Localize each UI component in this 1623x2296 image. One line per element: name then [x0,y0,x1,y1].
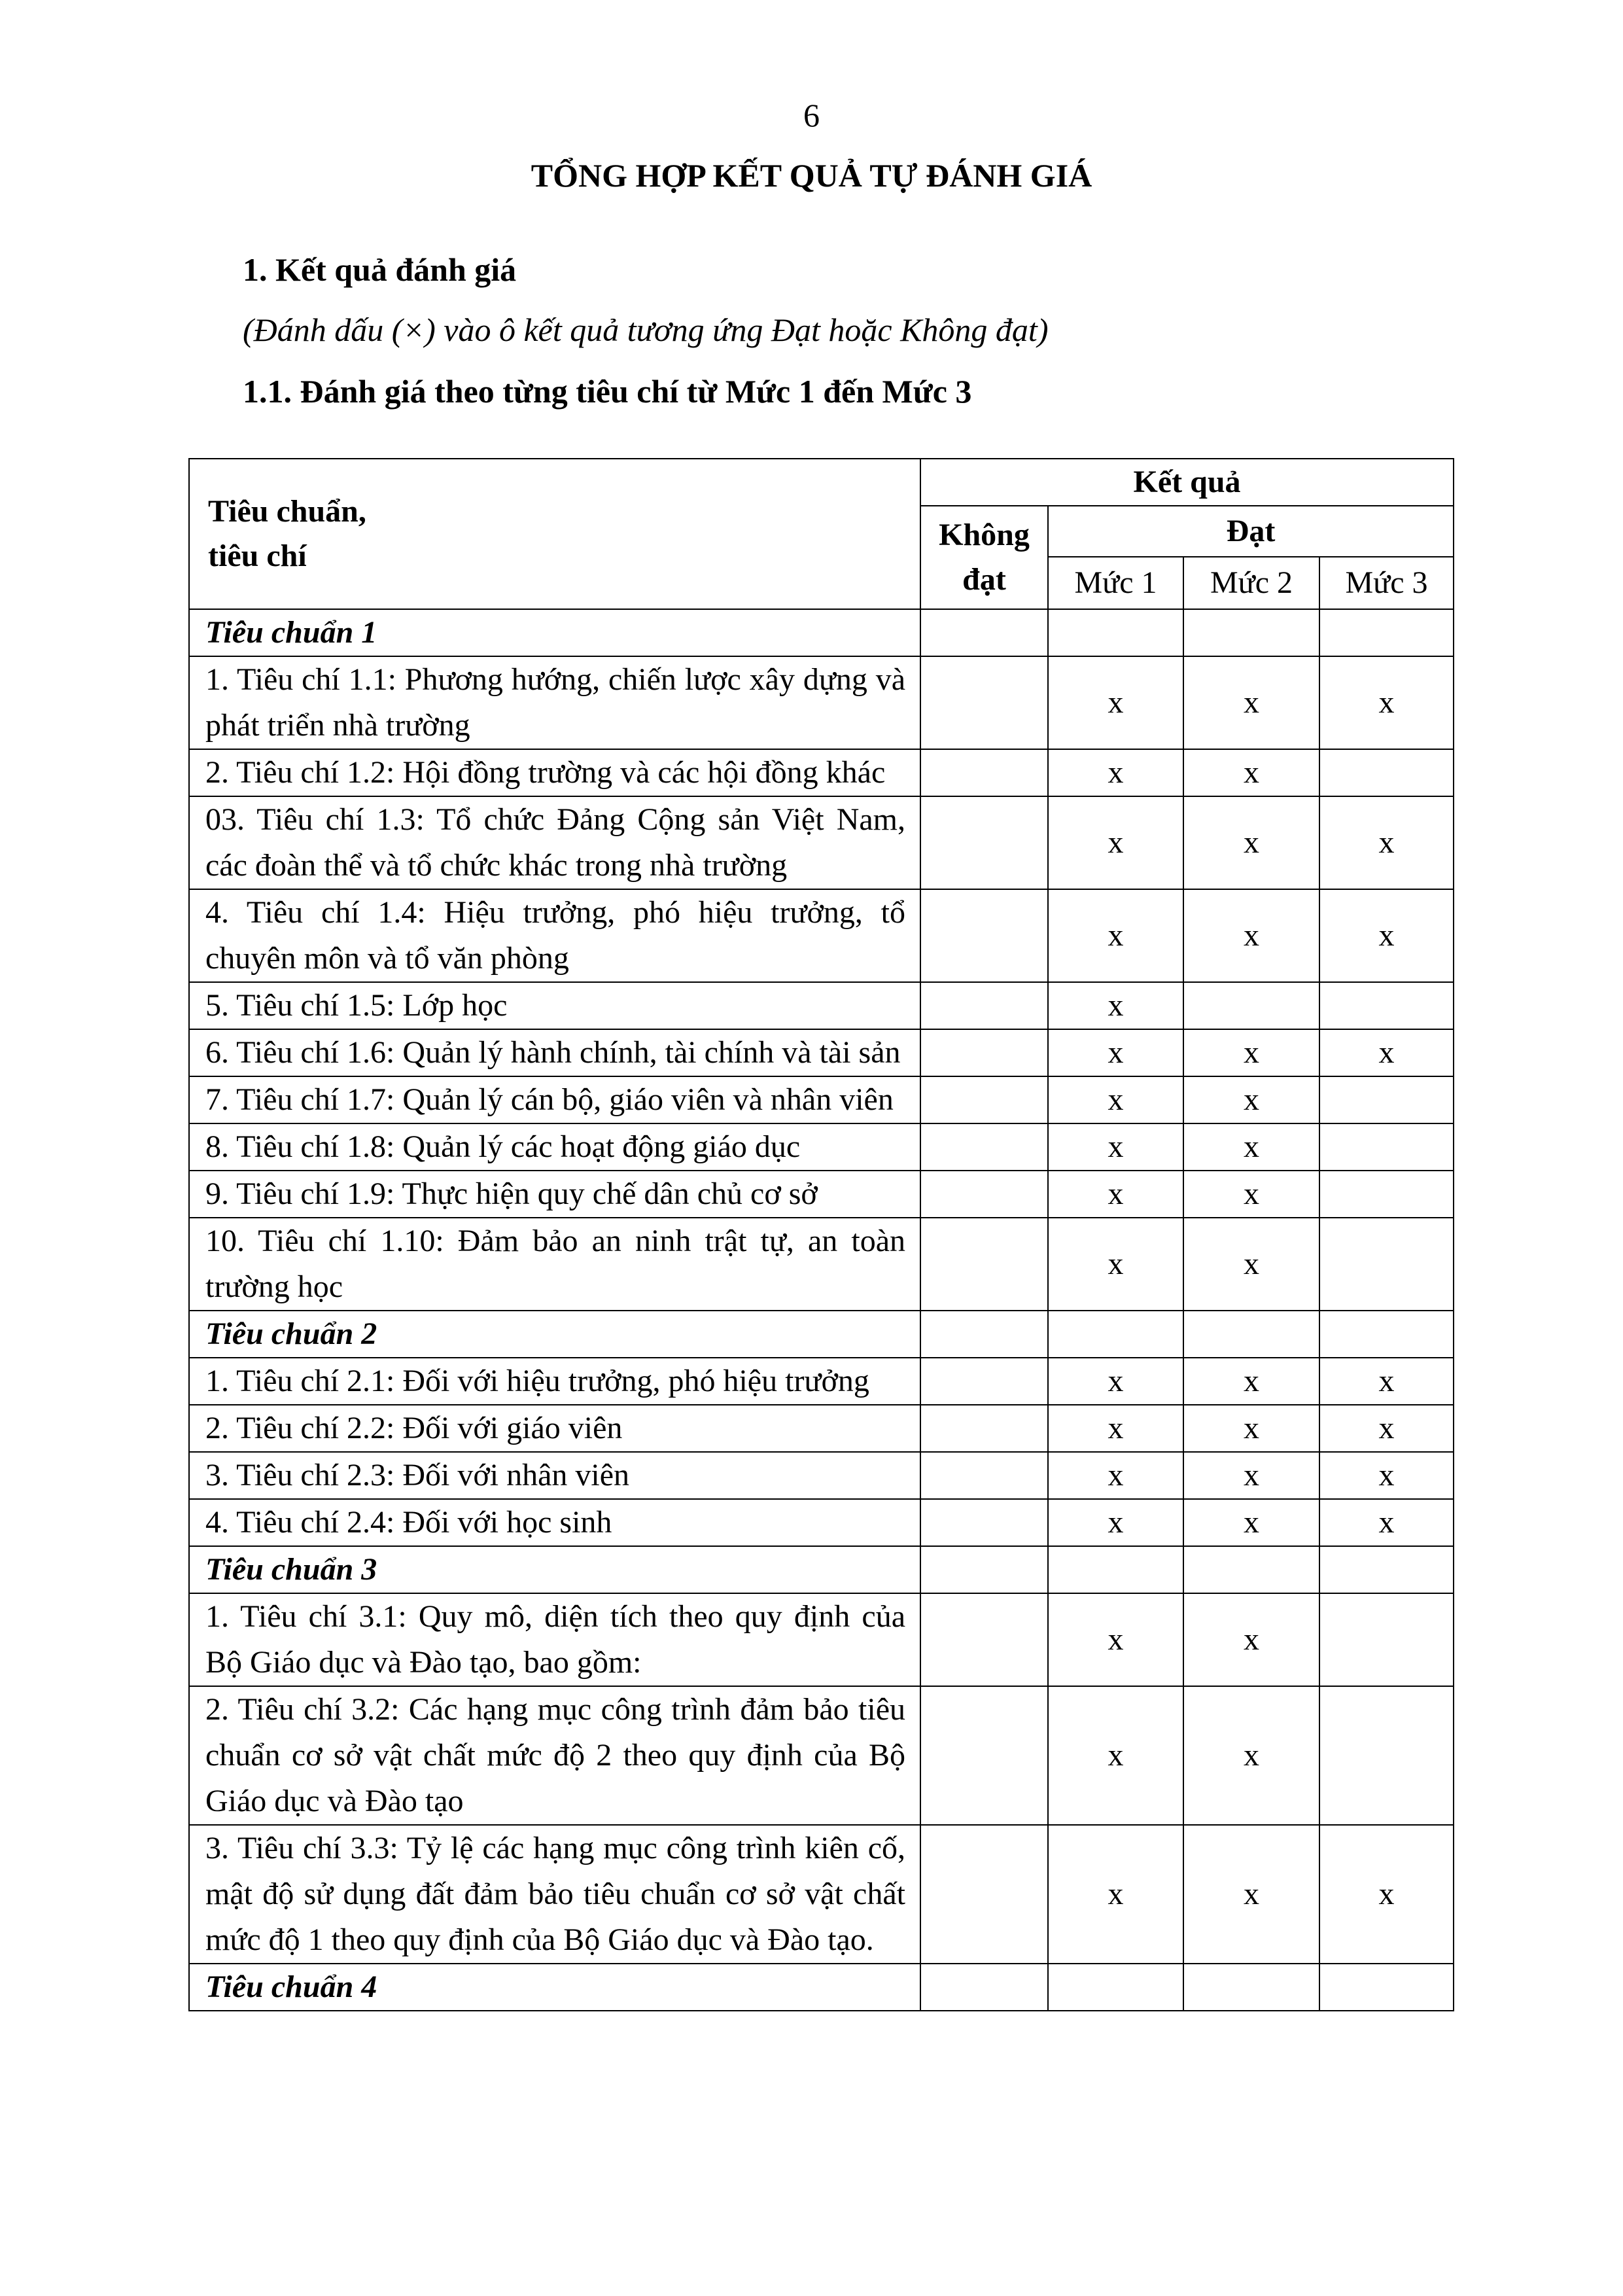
level-2-cell: x [1183,1123,1319,1171]
criterion-name: 6. Tiêu chí 1.6: Quản lý hành chính, tài chính và tài sản [189,1029,920,1076]
level-2-cell: x [1183,1825,1319,1964]
table-row [189,1499,1454,1546]
table-row [189,1171,1454,1218]
not-passed-cell [920,1311,1048,1358]
level-3-cell: x [1319,1452,1454,1499]
level-1-cell: x [1048,1825,1183,1964]
table-row [189,889,1454,982]
level-2-cell [1183,609,1319,656]
level-3-cell [1319,1123,1454,1171]
standard-name: Tiêu chuẩn 3 [189,1546,920,1593]
level-3-cell [1319,1546,1454,1593]
level-1-cell: x [1048,1452,1183,1499]
level-1-cell: x [1048,749,1183,796]
not-passed-cell [920,1499,1048,1546]
not-passed-cell [920,749,1048,796]
level-3-cell [1319,1964,1454,2011]
not-passed-cell [920,1686,1048,1825]
table-row [189,1825,1454,1964]
level-3-cell: x [1319,656,1454,749]
level-1-cell: x [1048,1218,1183,1311]
header-passed: Đạt [1048,506,1454,557]
level-2-cell: x [1183,1405,1319,1452]
level-1-cell [1048,1964,1183,2011]
header-criteria [189,459,920,609]
not-passed-cell [920,1452,1048,1499]
standard-name: Tiêu chuẩn 4 [189,1964,920,2011]
level-3-cell: x [1319,796,1454,889]
level-3-cell [1319,609,1454,656]
level-3-cell [1319,1218,1454,1311]
level-3-cell [1319,1171,1454,1218]
table-row [189,1029,1454,1076]
table-row [189,1452,1454,1499]
level-3-cell [1319,1076,1454,1123]
level-1-cell [1048,1546,1183,1593]
not-passed-cell [920,1546,1048,1593]
criterion-name: 10. Tiêu chí 1.10: Đảm bảo an ninh trật tự, an toàn trường học [189,1218,920,1311]
criterion-name: 03. Tiêu chí 1.3: Tổ chức Đảng Cộng sản Việt Nam, các đoàn thể và tổ chức khác trong nhà trường [189,796,920,889]
level-1-cell: x [1048,889,1183,982]
header-criteria-line2: tiêu chí [208,539,307,573]
header-level-3: Mức 3 [1319,557,1454,609]
level-2-cell: x [1183,1593,1319,1686]
level-2-cell: x [1183,1358,1319,1405]
level-2-cell: x [1183,1499,1319,1546]
criterion-name: 4. Tiêu chí 1.4: Hiệu trưởng, phó hiệu trưởng, tổ chuyên môn và tổ văn phòng [189,889,920,982]
level-3-cell: x [1319,1029,1454,1076]
level-1-cell [1048,1311,1183,1358]
not-passed-cell [920,1825,1048,1964]
level-3-cell [1319,1593,1454,1686]
table-row [189,796,1454,889]
not-passed-cell [920,982,1048,1029]
level-1-cell [1048,609,1183,656]
criterion-name: 5. Tiêu chí 1.5: Lớp học [189,982,920,1029]
table-row [189,1593,1454,1686]
level-2-cell [1183,1311,1319,1358]
standard-row [189,1964,1454,2011]
not-passed-cell [920,1123,1048,1171]
table-row [189,1123,1454,1171]
level-2-cell: x [1183,1076,1319,1123]
criterion-name: 8. Tiêu chí 1.8: Quản lý các hoạt động giáo dục [189,1123,920,1171]
level-3-cell [1319,1686,1454,1825]
level-3-cell: x [1319,889,1454,982]
level-2-cell: x [1183,1686,1319,1825]
level-2-cell [1183,1546,1319,1593]
level-1-cell: x [1048,1029,1183,1076]
level-3-cell [1319,1311,1454,1358]
criterion-name: 2. Tiêu chí 1.2: Hội đồng trường và các hội đồng khác [189,749,920,796]
criterion-name: 2. Tiêu chí 2.2: Đối với giáo viên [189,1405,920,1452]
table-row [189,749,1454,796]
section-heading-criteria-evaluation: 1.1. Đánh giá theo từng tiêu chí từ Mức 1 đến Mức 3 [243,373,972,410]
not-passed-cell [920,1405,1048,1452]
level-1-cell: x [1048,1076,1183,1123]
level-2-cell: x [1183,1171,1319,1218]
criterion-name: 7. Tiêu chí 1.7: Quản lý cán bộ, giáo viên và nhân viên [189,1076,920,1123]
level-2-cell: x [1183,796,1319,889]
table-row [189,1686,1454,1825]
criterion-name: 3. Tiêu chí 3.3: Tỷ lệ các hạng mục công trình kiên cố, mật độ sử dụng đất đảm bảo tiêu chuẩn cơ sở vật chất mức độ 1 theo quy định của Bộ Giáo dục và Đào tạo. [189,1825,920,1964]
header-not-passed [920,506,1048,609]
table-row [189,1405,1454,1452]
level-2-cell: x [1183,749,1319,796]
criterion-name: 1. Tiêu chí 3.1: Quy mô, diện tích theo quy định của Bộ Giáo dục và Đào tạo, bao gồm: [189,1593,920,1686]
not-passed-cell [920,1358,1048,1405]
criterion-name: 3. Tiêu chí 2.3: Đối với nhân viên [189,1452,920,1499]
not-passed-cell [920,609,1048,656]
level-2-cell: x [1183,1452,1319,1499]
level-1-cell: x [1048,1686,1183,1825]
header-criteria-line1: Tiêu chuẩn, [208,494,366,529]
standard-row [189,609,1454,656]
level-2-cell [1183,982,1319,1029]
not-passed-cell [920,1593,1048,1686]
table-row [189,656,1454,749]
level-2-cell: x [1183,1218,1319,1311]
level-3-cell [1319,749,1454,796]
not-passed-cell [920,796,1048,889]
table-row [189,1076,1454,1123]
criterion-name: 9. Tiêu chí 1.9: Thực hiện quy chế dân chủ cơ sở [189,1171,920,1218]
level-1-cell: x [1048,1171,1183,1218]
standard-name: Tiêu chuẩn 2 [189,1311,920,1358]
not-passed-cell [920,1171,1048,1218]
level-1-cell: x [1048,1405,1183,1452]
standard-row [189,1546,1454,1593]
level-2-cell: x [1183,889,1319,982]
not-passed-cell [920,656,1048,749]
header-not-passed-line2: đạt [962,562,1006,597]
criterion-name: 1. Tiêu chí 1.1: Phương hướng, chiến lược xây dựng và phát triển nhà trường [189,656,920,749]
level-1-cell: x [1048,656,1183,749]
level-2-cell [1183,1964,1319,2011]
header-result: Kết quả [920,459,1454,506]
standard-row [189,1311,1454,1358]
not-passed-cell [920,1218,1048,1311]
header-not-passed-line1: Không [939,518,1030,552]
results-table [188,458,1454,2011]
level-3-cell: x [1319,1499,1454,1546]
level-3-cell: x [1319,1358,1454,1405]
level-1-cell: x [1048,982,1183,1029]
criterion-name: 4. Tiêu chí 2.4: Đối với học sinh [189,1499,920,1546]
criterion-name: 2. Tiêu chí 3.2: Các hạng mục công trình đảm bảo tiêu chuẩn cơ sở vật chất mức độ 2 theo quy định của Bộ Giáo dục và Đào tạo [189,1686,920,1825]
level-1-cell: x [1048,1499,1183,1546]
table-row [189,982,1454,1029]
standard-name: Tiêu chuẩn 1 [189,609,920,656]
table-row [189,1218,1454,1311]
page-number: 6 [803,97,820,133]
level-1-cell: x [1048,796,1183,889]
criterion-name: 1. Tiêu chí 2.1: Đối với hiệu trưởng, phó hiệu trưởng [189,1358,920,1405]
level-1-cell: x [1048,1593,1183,1686]
results-table-body [189,609,1454,2011]
level-2-cell: x [1183,1029,1319,1076]
header-level-1: Mức 1 [1048,557,1183,609]
level-1-cell: x [1048,1123,1183,1171]
not-passed-cell [920,1029,1048,1076]
level-2-cell: x [1183,656,1319,749]
not-passed-cell [920,1076,1048,1123]
level-1-cell: x [1048,1358,1183,1405]
level-3-cell: x [1319,1825,1454,1964]
level-3-cell [1319,982,1454,1029]
not-passed-cell [920,889,1048,982]
instruction-note: (Đánh dấu (×) vào ô kết quả tương ứng Đạt hoặc Không đạt) [243,311,1049,348]
header-level-2: Mức 2 [1183,557,1319,609]
page-title: TỔNG HỢP KẾT QUẢ TỰ ĐÁNH GIÁ [531,157,1092,194]
not-passed-cell [920,1964,1048,2011]
level-3-cell: x [1319,1405,1454,1452]
table-row [189,1358,1454,1405]
section-heading-results: 1. Kết quả đánh giá [243,251,517,288]
